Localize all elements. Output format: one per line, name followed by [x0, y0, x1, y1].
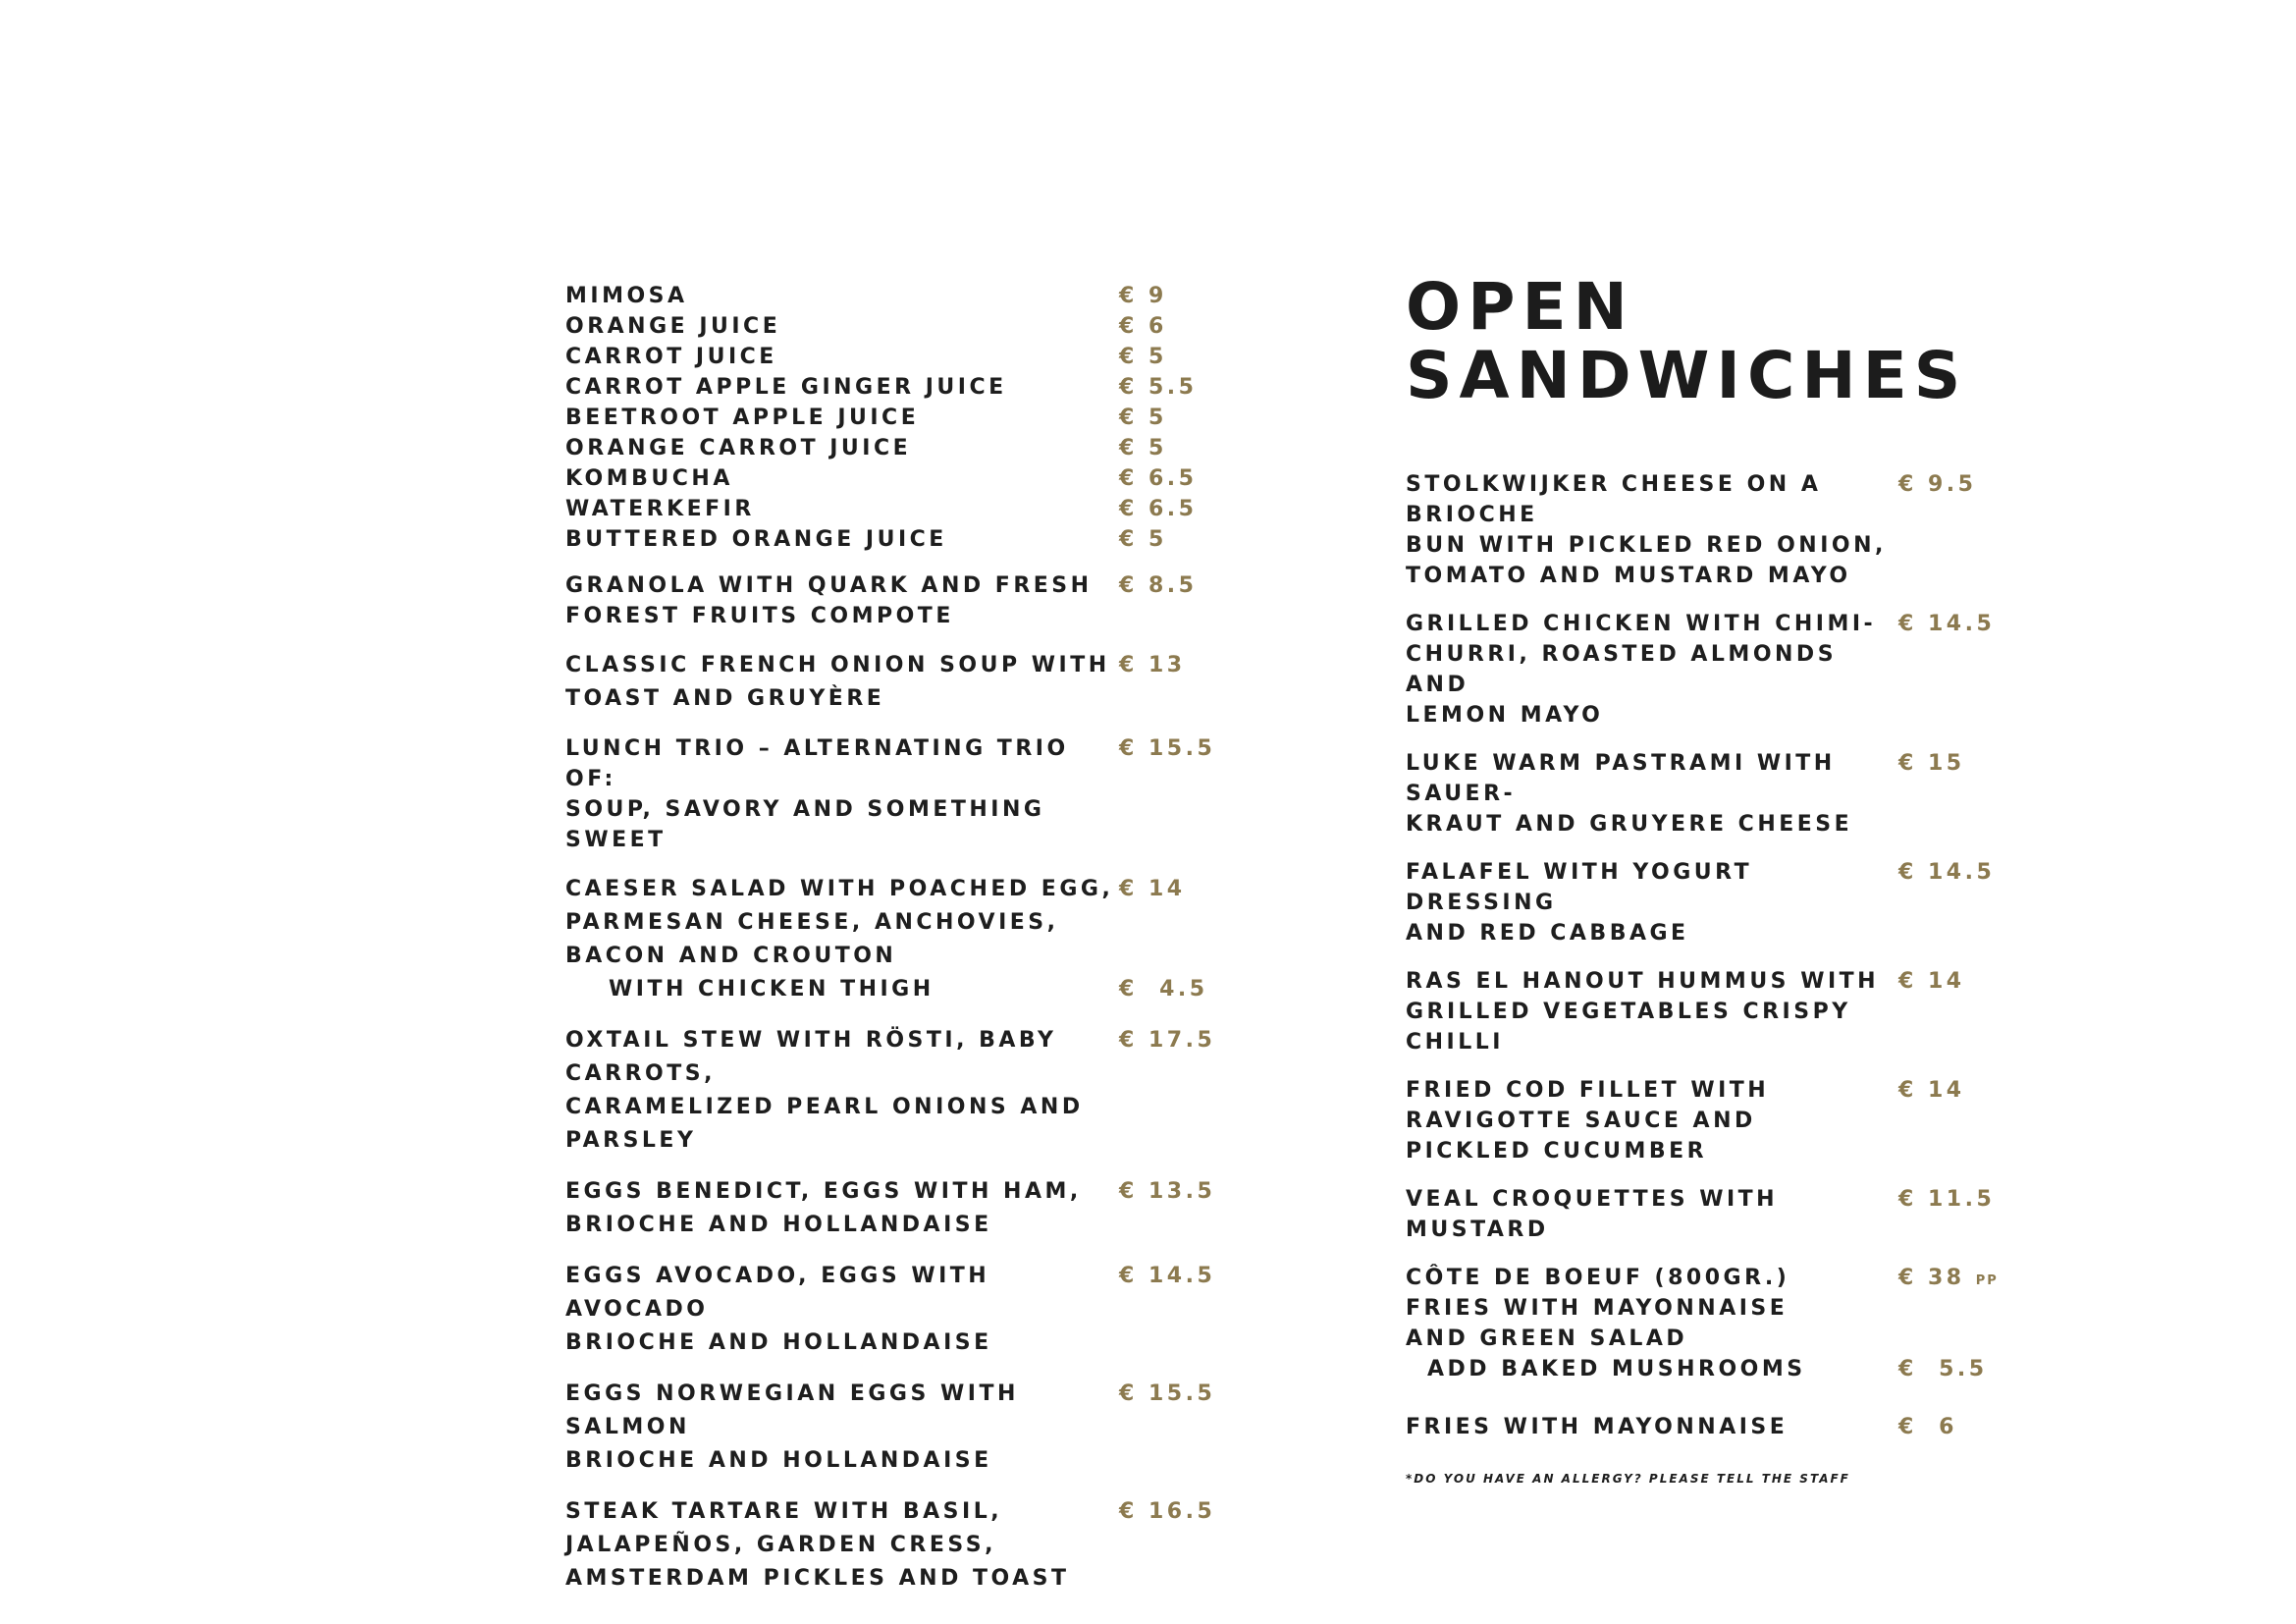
menu-item-addon — [565, 973, 1233, 1006]
menu-item — [565, 524, 1233, 555]
menu-item — [565, 1495, 1233, 1596]
item-price: € 11.5 — [1898, 1187, 1996, 1212]
menu-item — [565, 1175, 1233, 1242]
item-name: BUTTERED ORANGE JUICE — [565, 527, 947, 552]
item-price: € 14.5 — [1898, 860, 1996, 885]
item-price: € 14 — [1898, 969, 1965, 994]
item-price: € 5 — [1119, 406, 1167, 430]
item-price: € 14 — [1898, 1078, 1965, 1103]
item-price: € 16.5 — [1119, 1499, 1216, 1524]
item-name: CAESER SALAD WITH POACHED EGG, PARMESAN CHEESE, ANCHOVIES, BACON AND CROUTON — [565, 877, 1114, 968]
left-menu-column — [565, 281, 1233, 1596]
menu-item — [565, 649, 1233, 716]
menu-item — [1406, 748, 2034, 839]
menu-item — [1406, 1263, 2034, 1354]
item-name: ORANGE JUICE — [565, 314, 781, 339]
item-price: € 6 — [1898, 1415, 1957, 1439]
item-name: MIMOSA — [565, 284, 688, 308]
menu-item — [565, 1024, 1233, 1158]
item-price: € 17.5 — [1119, 1028, 1216, 1053]
item-name: CARROT JUICE — [565, 345, 777, 369]
menu-item — [565, 311, 1233, 342]
section-title — [1406, 269, 2034, 413]
item-price: € 14.5 — [1898, 612, 1996, 636]
menu-item — [565, 873, 1233, 973]
menu-item — [565, 1378, 1233, 1478]
right-menu-column — [1406, 269, 2034, 1486]
item-price: € 8.5 — [1119, 573, 1198, 598]
item-name: EGGS AVOCADO, EGGS WITH AVOCADO BRIOCHE AND HOLLANDAISE — [565, 1264, 992, 1355]
menu-item — [565, 342, 1233, 372]
item-name: GRILLED CHICKEN WITH CHIMI- CHURRI, ROASTED ALMONDS AND LEMON MAYO — [1406, 612, 1877, 728]
menu-item — [1406, 966, 2034, 1057]
item-name: VEAL CROQUETTES WITH MUSTARD — [1406, 1187, 1779, 1242]
menu-item — [1406, 1412, 2034, 1442]
item-name: STEAK TARTARE WITH BASIL, JALAPEÑOS, GARDEN CRESS, AMSTERDAM PICKLES AND TOAST — [565, 1499, 1070, 1591]
item-name: ADD BAKED MUSHROOMS — [1427, 1357, 1806, 1381]
item-name: CARROT APPLE GINGER JUICE — [565, 375, 1007, 400]
item-name: EGGS BENEDICT, EGGS WITH HAM, BRIOCHE AND HOLLANDAISE — [565, 1179, 1082, 1237]
price-unit: PP — [1975, 1273, 1999, 1288]
menu-item — [565, 403, 1233, 433]
item-price: € 5.5 — [1119, 375, 1198, 400]
item-name: WATERKEFIR — [565, 497, 755, 521]
menu-item — [1406, 1184, 2034, 1245]
item-name: CLASSIC FRENCH ONION SOUP WITH TOAST AND GRUYÈRE — [565, 653, 1110, 711]
item-name: EGGS NORWEGIAN EGGS WITH SALMON BRIOCHE AND HOLLANDAISE — [565, 1381, 1019, 1473]
menu-item — [565, 570, 1233, 631]
menu-item — [1406, 469, 2034, 591]
item-price: € 6.5 — [1119, 497, 1198, 521]
item-name: STOLKWIJKER CHEESE ON A BRIOCHE BUN WITH PICKLED RED ONION, TOMATO AND MUSTARD MAYO — [1406, 472, 1887, 588]
item-name: CÔTE DE BOEUF (800GR.) FRIES WITH MAYONNAISE AND GREEN SALAD — [1406, 1266, 1790, 1351]
item-name: KOMBUCHA — [565, 466, 733, 491]
menu-item — [565, 733, 1233, 855]
item-price: € 6 — [1119, 314, 1167, 339]
item-price: € 9 — [1119, 284, 1167, 308]
section-title-line-1: OPEN — [1406, 269, 1634, 345]
item-price: € 13.5 — [1119, 1179, 1216, 1204]
item-price: € 15 — [1898, 751, 1965, 776]
menu-item — [565, 372, 1233, 403]
item-price: € 5 — [1119, 345, 1167, 369]
item-name: LUNCH TRIO – ALTERNATING TRIO OF: SOUP, SAVORY AND SOMETHING SWEET — [565, 736, 1069, 852]
item-price — [1898, 1263, 1999, 1296]
item-price: € 6.5 — [1119, 466, 1198, 491]
item-name: BEETROOT APPLE JUICE — [565, 406, 920, 430]
item-price: € 5.5 — [1898, 1357, 1988, 1381]
item-price: € 15.5 — [1119, 1381, 1216, 1406]
menu-item — [565, 494, 1233, 524]
menu-item — [565, 433, 1233, 463]
item-name: OXTAIL STEW WITH RÖSTI, BABY CARROTS, CARAMELIZED PEARL ONIONS AND PARSLEY — [565, 1028, 1084, 1153]
item-price: € 14.5 — [1119, 1264, 1216, 1288]
item-price: € 14 — [1119, 877, 1186, 901]
item-name: WITH CHICKEN THIGH — [609, 977, 934, 1001]
item-name: RAS EL HANOUT HUMMUS WITH GRILLED VEGETABLES CRISPY CHILLI — [1406, 969, 1880, 1055]
section-title-line-2: SANDWICHES — [1406, 338, 1968, 413]
menu-item — [1406, 1075, 2034, 1166]
item-price: € 13 — [1119, 653, 1186, 677]
item-name: FALAFEL WITH YOGURT DRESSING AND RED CABBAGE — [1406, 860, 1753, 946]
item-name: FRIED COD FILLET WITH RAVIGOTTE SAUCE AND PICKLED CUCUMBER — [1406, 1078, 1770, 1164]
menu-item — [565, 1260, 1233, 1360]
menu-item-addon — [1406, 1354, 2034, 1384]
price-value: € 38 — [1898, 1266, 1965, 1290]
item-name: GRANOLA WITH QUARK AND FRESH FOREST FRUITS COMPOTE — [565, 573, 1093, 628]
menu-item — [565, 281, 1233, 311]
item-price: € 9.5 — [1898, 472, 1977, 497]
item-name: LUKE WARM PASTRAMI WITH SAUER- KRAUT AND GRUYERE CHEESE — [1406, 751, 1853, 837]
allergy-note: *DO YOU HAVE AN ALLERGY? PLEASE TELL THE STAFF — [1406, 1472, 1850, 1486]
menu-item — [1406, 609, 2034, 731]
menu-item — [565, 463, 1233, 494]
menu-item — [1406, 857, 2034, 948]
item-price: € 5 — [1119, 527, 1167, 552]
item-price: € 15.5 — [1119, 736, 1216, 761]
item-name: ORANGE CARROT JUICE — [565, 436, 912, 460]
item-price: € 4.5 — [1119, 977, 1208, 1001]
item-price: € 5 — [1119, 436, 1167, 460]
item-name: FRIES WITH MAYONNAISE — [1406, 1415, 1789, 1439]
